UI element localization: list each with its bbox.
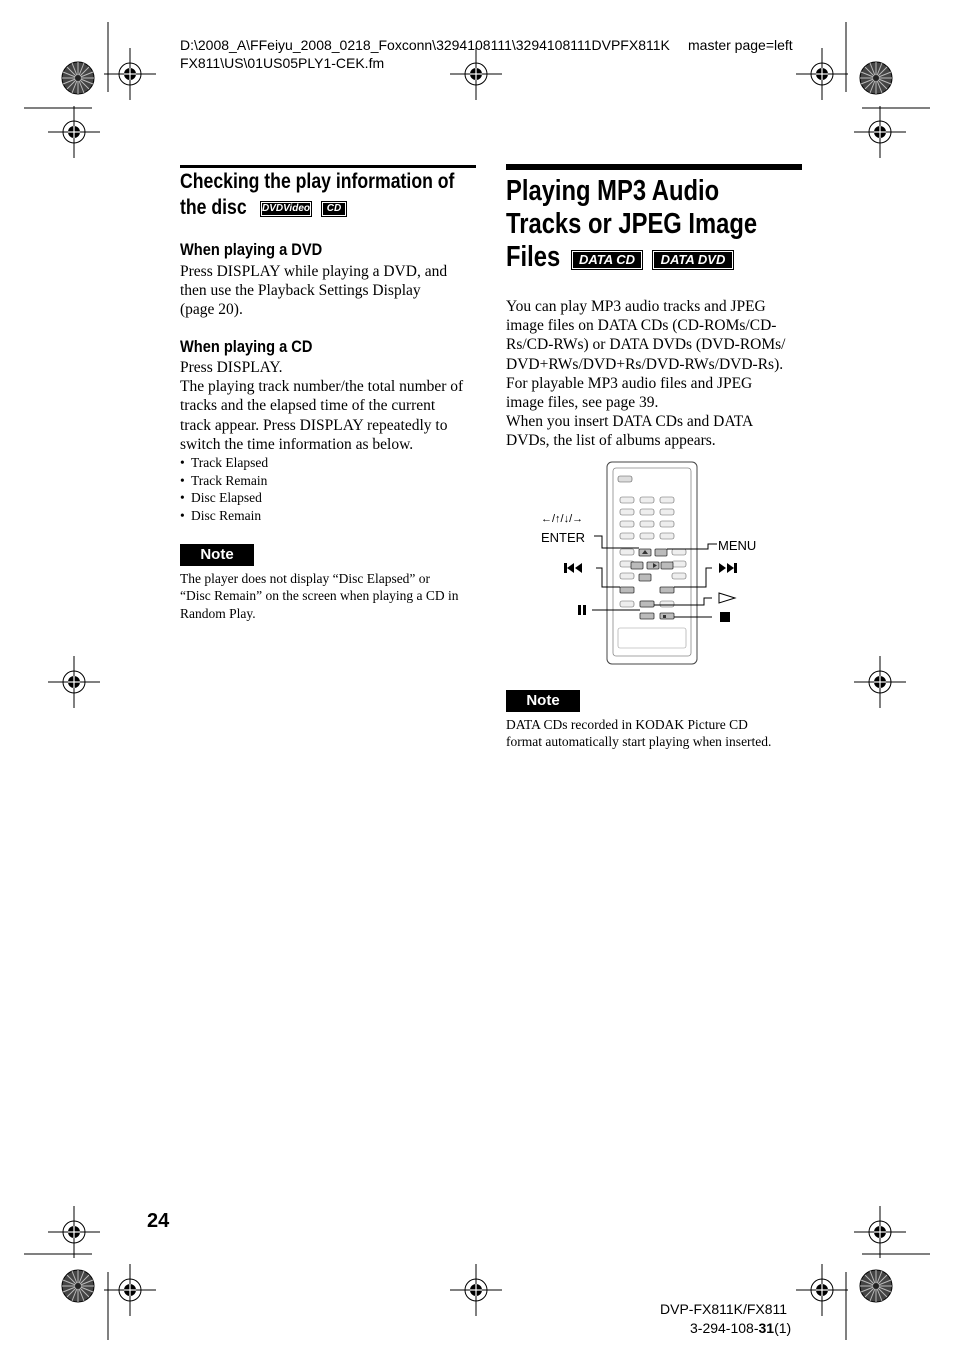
enter-label: ENTER — [541, 530, 586, 545]
section-title: Playing MP3 Audio Tracks or JPEG Image Files — [506, 175, 758, 273]
list-item: • Track Remain — [180, 472, 268, 490]
dvd-body: Press DISPLAY while playing a DVD, and then use the Playback Settings Display (page 20). — [180, 263, 448, 319]
model-number: DVP-FX811K/FX811 — [660, 1301, 788, 1317]
list-item: • Disc Remain — [180, 507, 268, 525]
dvd-video-tag: DVDVideo — [260, 201, 312, 217]
right-note-label: Note — [506, 690, 580, 712]
file-path-line2: FX811\US\01US05PLY1-CEK.fm — [180, 55, 385, 71]
left-heading-rule — [180, 165, 476, 168]
right-note-body: DATA CDs recorded in KODAK Picture CD format automatically start playing when inserted. — [506, 717, 772, 750]
cd-subheading: When playing a CD — [180, 337, 313, 356]
left-note-label: Note — [180, 544, 254, 566]
page-number: 24 — [147, 1210, 170, 1232]
file-path-line1: D:\2008_A\FFeiyu_2008_0218_Foxconn\3294108111\3294108111DVPFX811K — [180, 37, 670, 53]
document-code: 3-294-108-31(1) — [690, 1320, 792, 1336]
left-note-body: The player does not display “Disc Elapsed” or “Disc Remain” on the screen when playing a CD in Random Play. — [180, 571, 459, 621]
data-dvd-tag: DATA DVD — [652, 250, 734, 270]
right-body: You can play MP3 audio tracks and JPEG image files on DATA CDs (CD-ROMs/CD- Rs/CD-RWs) or DATA DVDs (DVD-ROMs/ DVD+RWs/DVD+Rs/DVD-RWs/DVD-Rs). For playable MP3 audio files and JPEG image files, see page 39. When you insert DATA CDs and DATA DVDs, the list of albums appears. — [506, 298, 786, 450]
cd-body: Press DISPLAY. The playing track number/the total number of tracks and the elapsed time of the current track appear. Press DISPLAY repeatedly to switch the time information as below. — [180, 359, 464, 453]
list-item: • Disc Elapsed — [180, 489, 268, 507]
cd-tag: CD — [321, 201, 347, 217]
arrows-label: ←/↑/↓/→ — [541, 513, 584, 525]
remote-control-illustration — [536, 460, 796, 666]
data-cd-tag: DATA CD — [571, 250, 643, 270]
dvd-subheading: When playing a DVD — [180, 240, 323, 259]
right-title-rule — [506, 164, 802, 170]
master-page-label: master page=left — [688, 37, 793, 53]
left-heading-line2: the disc — [180, 196, 247, 219]
list-item: • Track Elapsed — [180, 454, 268, 472]
time-info-list — [180, 454, 268, 524]
menu-label: MENU — [718, 538, 757, 553]
left-heading-line1: Checking the play information of — [180, 170, 455, 193]
